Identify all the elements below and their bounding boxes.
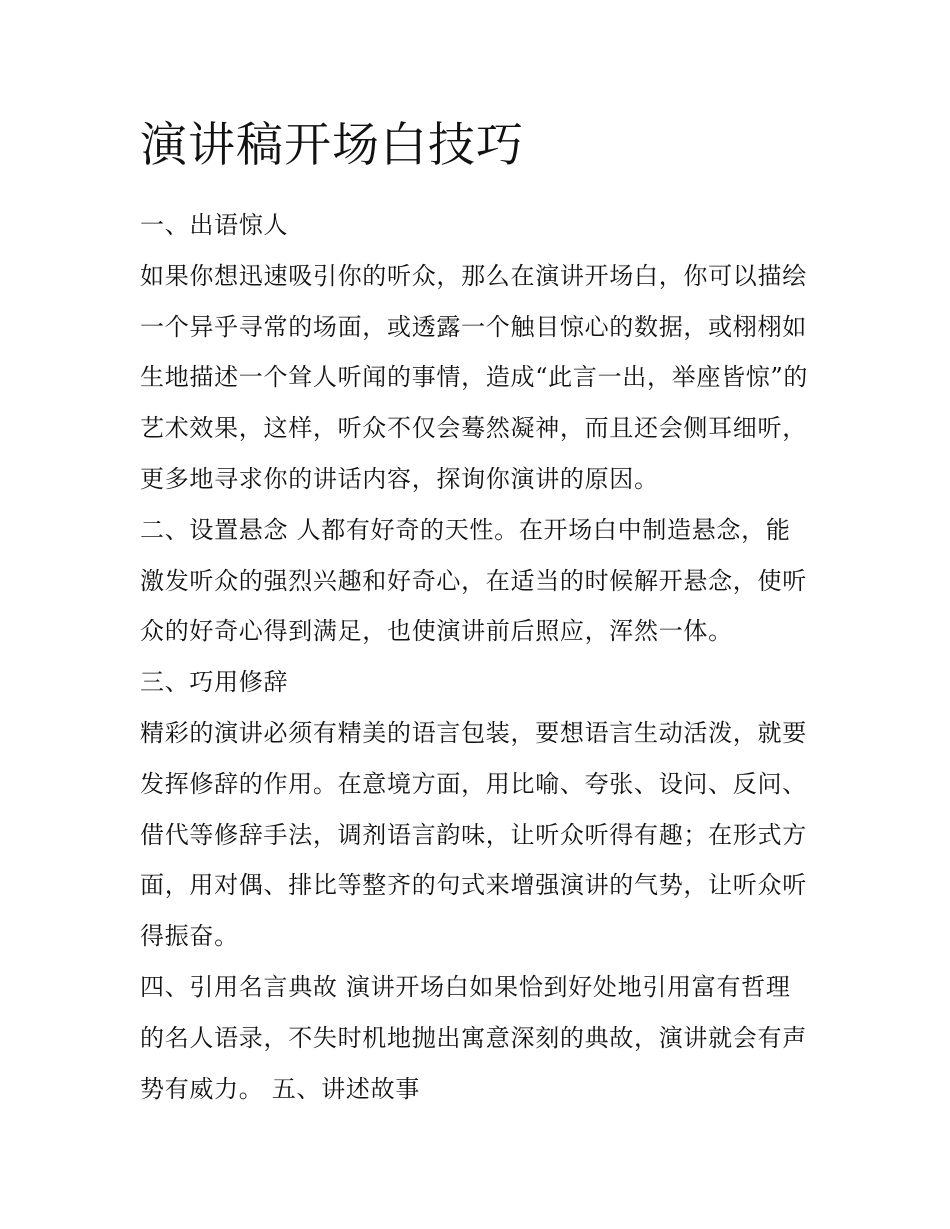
- text-line: 艺术效果，这样，听众不仅会蓦然凝神，而且还会侧耳细听，: [140, 414, 807, 443]
- text-line: 如果你想迅速吸引你的听众，那么在演讲开场白，你可以描绘: [140, 261, 807, 290]
- document-title: 演讲稿开场白技巧: [140, 118, 524, 173]
- text-line: 的名人语录，不失时机地抛出寓意深刻的典故，演讲就会有声: [140, 1023, 807, 1052]
- text-line: 众的好奇心得到满足，也使演讲前后照应，浑然一体。: [140, 617, 733, 646]
- text-line: 激发听众的强烈兴趣和好奇心，在适当的时候解开悬念，使听: [140, 566, 807, 595]
- section-heading: 三、巧用修辞: [140, 668, 289, 697]
- text-line: 更多地寻求你的讲话内容，探询你演讲的原因。: [140, 464, 659, 493]
- text-line: 精彩的演讲必须有精美的语言包装，要想语言生动活泼，就要: [140, 718, 807, 747]
- text-line: 四、引用名言典故 演讲开场白如果恰到好处地引用富有哲理: [140, 972, 791, 1001]
- text-line: 二、设置悬念 人都有好奇的天性。在开场白中制造悬念，能: [140, 515, 791, 544]
- section-heading: 一、出语惊人: [140, 211, 289, 239]
- text-line: 借代等修辞手法，调剂语言韵味，让听众听得有趣；在形式方: [140, 820, 807, 849]
- text-line: 一个异乎寻常的场面，或透露一个触目惊心的数据，或栩栩如: [140, 312, 807, 341]
- text-line: 势有威力。 五、讲述故事: [140, 1074, 421, 1103]
- text-line: 生地描述一个耸人听闻的事情，造成“此言一出，举座皆惊”的: [140, 363, 809, 392]
- text-line: 发挥修辞的作用。在意境方面，用比喻、夸张、设问、反问、: [140, 769, 807, 798]
- text-line: 得振奋。: [140, 922, 239, 951]
- document-body: [140, 200, 830, 1114]
- text-line: 面，用对偶、排比等整齐的句式来增强演讲的气势，让听众听: [140, 871, 807, 900]
